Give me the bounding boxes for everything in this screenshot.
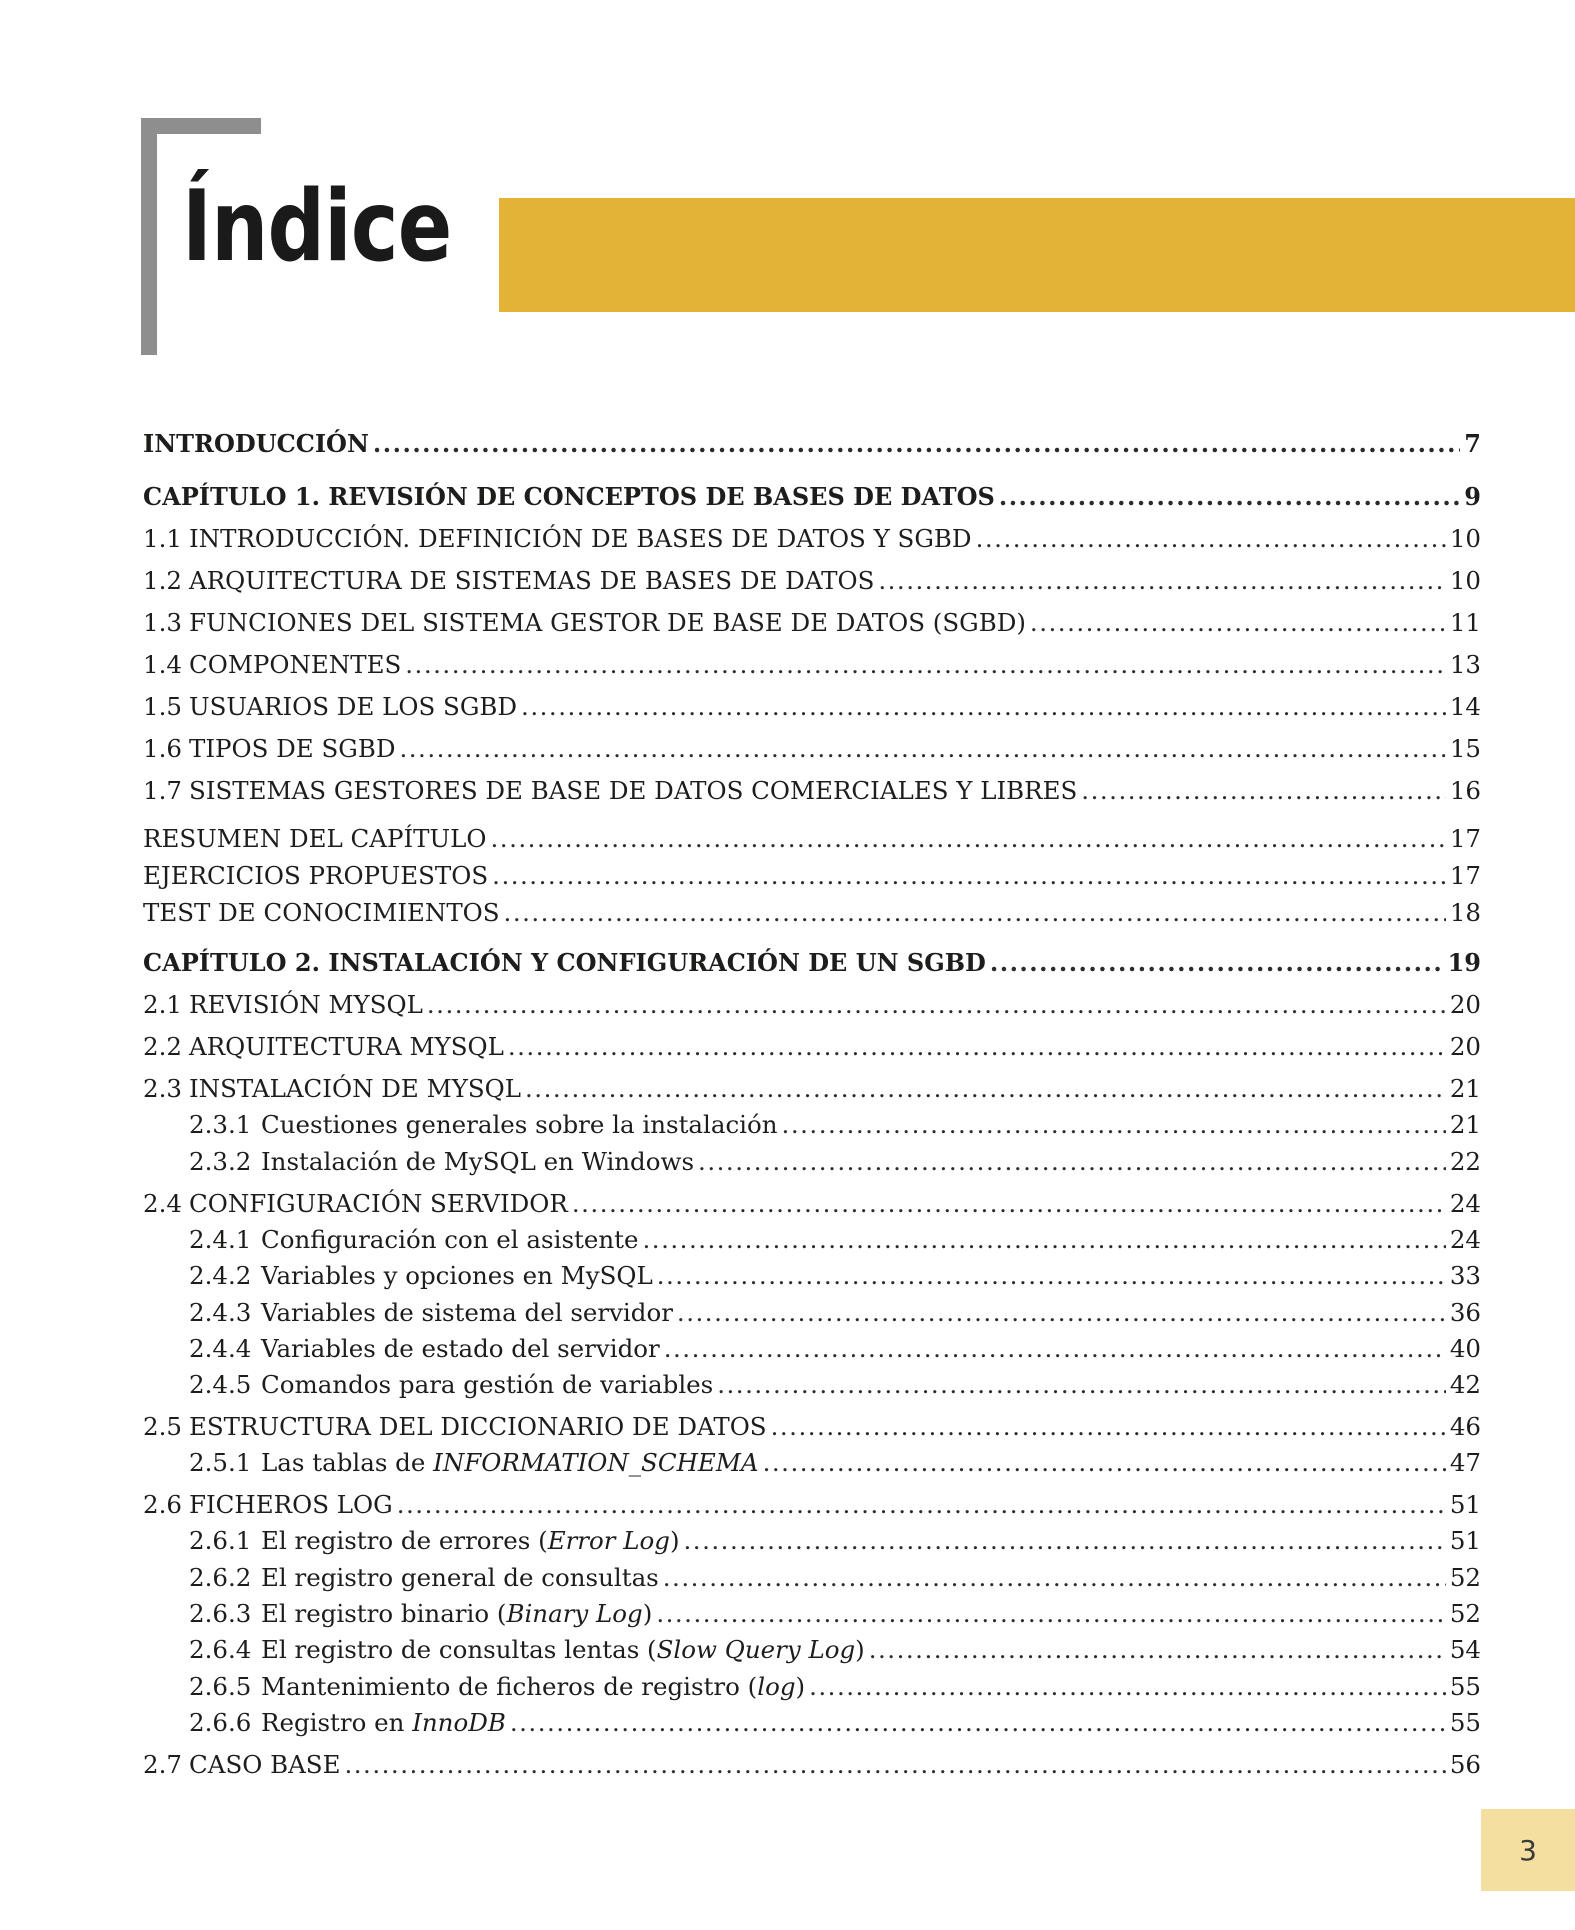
toc-dot-leader <box>976 522 1446 556</box>
toc-entry-number: 2.6.2 <box>189 1563 252 1592</box>
toc-entry[interactable] <box>143 1633 1481 1667</box>
toc-entry[interactable] <box>143 1748 1481 1782</box>
toc-entry-title-text: El registro de consultas lentas ( <box>261 1635 657 1664</box>
toc-entry[interactable] <box>143 606 1481 640</box>
toc-entry-title: SISTEMAS GESTORES DE BASE DE DATOS COMERCIALES Y LIBRES <box>189 776 1078 805</box>
toc-entry-number: 1.6 <box>143 734 182 763</box>
toc-entry-title: CAPÍTULO 1. REVISIÓN DE CONCEPTOS DE BASES DE DATOS <box>143 482 995 511</box>
toc-entry-number: 2.3.1 <box>189 1110 252 1139</box>
toc-entry[interactable] <box>143 1072 1481 1106</box>
toc-dot-leader <box>492 859 1446 893</box>
toc-entry-page: 46 <box>1449 1412 1481 1441</box>
toc-entry-page: 55 <box>1449 1672 1481 1701</box>
toc-entry-title: Configuración con el asistente <box>261 1225 639 1254</box>
toc-entry-number: 2.3.2 <box>189 1147 252 1176</box>
toc-entry-number: 2.4.3 <box>189 1298 252 1327</box>
toc-entry-number: 1.2 <box>143 566 182 595</box>
toc-entry[interactable] <box>143 648 1481 682</box>
page-number-box <box>1481 1809 1575 1891</box>
toc-entry-title: Cuestiones generales sobre la instalación <box>261 1110 778 1139</box>
toc-entry[interactable] <box>143 822 1481 856</box>
toc-entry-page: 24 <box>1449 1225 1481 1254</box>
toc-entry-page: 22 <box>1449 1147 1481 1176</box>
toc-dot-leader <box>491 822 1446 856</box>
toc-entry-page: 51 <box>1449 1526 1481 1555</box>
toc-entry-title: FUNCIONES DEL SISTEMA GESTOR DE BASE DE DATOS (SGBD) <box>189 608 1026 637</box>
toc-entry-number: 2.7 <box>143 1750 182 1779</box>
toc-dot-leader <box>405 648 1446 682</box>
toc-entry-title: INSTALACIÓN DE MYSQL <box>189 1074 522 1103</box>
toc-entry-title-italic: log <box>757 1672 796 1701</box>
toc-entry-title-text: Las tablas de <box>261 1448 434 1477</box>
toc-entry-page: 33 <box>1449 1261 1481 1290</box>
title-bracket-vertical <box>141 118 157 355</box>
toc-dot-leader <box>809 1670 1446 1704</box>
toc-entry-number: 1.1 <box>143 524 182 553</box>
toc-entry-title-text: Registro en <box>261 1708 413 1737</box>
toc-entry-title <box>261 1670 805 1704</box>
toc-entry[interactable] <box>143 1410 1481 1444</box>
toc-entry-title: INTRODUCCIÓN. DEFINICIÓN DE BASES DE DATOS Y SGBD <box>189 524 972 553</box>
page-title: Índice <box>182 170 452 284</box>
title-bracket-top <box>141 118 261 134</box>
toc-entry-title-suffix: ) <box>795 1672 806 1701</box>
toc-dot-leader <box>508 1030 1446 1064</box>
toc-dot-leader <box>664 1332 1446 1366</box>
toc-entry[interactable] <box>143 564 1481 598</box>
toc-entry-number: 2.6.6 <box>189 1708 252 1737</box>
toc-dot-leader <box>1030 606 1446 640</box>
toc-entry-page: 21 <box>1449 1074 1481 1103</box>
toc-entry-page: 9 <box>1464 482 1481 511</box>
toc-dot-leader <box>782 1108 1446 1142</box>
toc-entry-title: TEST DE CONOCIMIENTOS <box>143 898 500 927</box>
toc-dot-leader <box>663 1561 1446 1595</box>
title-accent-bar <box>499 198 1575 312</box>
toc-entry-title-italic: Error Log <box>547 1526 670 1555</box>
toc-entry-title <box>261 1524 680 1558</box>
toc-entry-page: 55 <box>1449 1708 1481 1737</box>
toc-entry-number: 2.5.1 <box>189 1448 252 1477</box>
toc-dot-leader <box>504 896 1446 930</box>
toc-dot-leader <box>684 1524 1446 1558</box>
toc-entry-title: Variables de sistema del servidor <box>261 1298 673 1327</box>
toc-entry[interactable] <box>143 1259 1481 1293</box>
toc-dot-leader <box>510 1706 1446 1740</box>
toc-entry[interactable] <box>143 946 1481 980</box>
page-number: 3 <box>1519 1833 1537 1867</box>
toc-entry-page: 10 <box>1449 524 1481 553</box>
toc-entry[interactable] <box>143 732 1481 766</box>
toc-entry-title: Instalación de MySQL en Windows <box>261 1147 695 1176</box>
toc-entry-page: 20 <box>1449 1032 1481 1061</box>
toc-dot-leader <box>1081 774 1446 808</box>
toc-entry-page: 7 <box>1464 429 1481 458</box>
toc-entry[interactable] <box>143 1332 1481 1366</box>
toc-entry-page: 10 <box>1449 566 1481 595</box>
toc-entry-title-suffix: ) <box>669 1526 680 1555</box>
toc-entry-number: 2.4.2 <box>189 1261 252 1290</box>
toc-dot-leader <box>878 564 1445 598</box>
toc-dot-leader <box>521 690 1446 724</box>
toc-entry-title: USUARIOS DE LOS SGBD <box>189 692 518 721</box>
toc-entry-page: 40 <box>1449 1334 1481 1363</box>
toc-entry-number: 2.6.5 <box>189 1672 252 1701</box>
toc-entry-page: 20 <box>1449 990 1481 1019</box>
toc-entry-title-text: El registro de errores ( <box>261 1526 548 1555</box>
toc-dot-leader <box>344 1748 1445 1782</box>
toc-entry[interactable] <box>143 1446 1481 1480</box>
toc-dot-leader <box>771 1410 1446 1444</box>
toc-entry-number: 2.4 <box>143 1189 182 1218</box>
toc-entry-page: 36 <box>1449 1298 1481 1327</box>
toc-entry[interactable] <box>143 1524 1481 1558</box>
toc-dot-leader <box>525 1072 1446 1106</box>
toc-entry-page: 17 <box>1449 824 1481 853</box>
toc-entry-page: 51 <box>1449 1490 1481 1519</box>
toc-dot-leader <box>373 427 1460 461</box>
toc-entry-page: 47 <box>1449 1448 1481 1477</box>
toc-entry-page: 13 <box>1449 650 1481 679</box>
toc-entry-title: Variables y opciones en MySQL <box>261 1261 653 1290</box>
toc-entry-title: COMPONENTES <box>189 650 402 679</box>
toc-entry[interactable] <box>143 1223 1481 1257</box>
toc-entry-title <box>261 1633 865 1667</box>
toc-dot-leader <box>656 1597 1446 1631</box>
toc-entry-page: 15 <box>1449 734 1481 763</box>
toc-entry[interactable] <box>143 427 1481 461</box>
toc-entry-page: 11 <box>1449 608 1481 637</box>
toc-dot-leader <box>999 480 1460 514</box>
toc-entry-title-text: Mantenimiento de ficheros de registro ( <box>261 1672 758 1701</box>
toc-entry-title: REVISIÓN MYSQL <box>189 990 423 1019</box>
toc-entry-page: 17 <box>1449 861 1481 890</box>
toc-dot-leader <box>677 1296 1446 1330</box>
toc-entry-page: 42 <box>1449 1370 1481 1399</box>
toc-entry-number: 2.6.3 <box>189 1599 252 1628</box>
toc-entry-title: CASO BASE <box>189 1750 341 1779</box>
toc-entry[interactable] <box>143 1488 1481 1522</box>
toc-entry-page: 19 <box>1447 948 1481 977</box>
toc-entry-number: 2.5 <box>143 1412 182 1441</box>
toc-entry[interactable] <box>143 988 1481 1022</box>
toc-entry-title <box>261 1446 759 1480</box>
toc-entry-number: 2.4.4 <box>189 1334 252 1363</box>
toc-entry[interactable] <box>143 774 1481 808</box>
toc-entry-title-italic: InnoDB <box>412 1708 506 1737</box>
toc-dot-leader <box>698 1145 1446 1179</box>
toc-entry-number: 2.1 <box>143 990 182 1019</box>
toc-entry-page: 16 <box>1449 776 1481 805</box>
toc-entry-page: 21 <box>1449 1110 1481 1139</box>
toc-entry-title: TIPOS DE SGBD <box>189 734 396 763</box>
toc-entry-title-italic: Slow Query Log <box>656 1635 856 1664</box>
toc-entry[interactable] <box>143 522 1481 556</box>
toc-dot-leader <box>990 946 1444 980</box>
toc-entry-number: 2.6.4 <box>189 1635 252 1664</box>
toc-dot-leader <box>643 1223 1446 1257</box>
toc-entry-number: 1.4 <box>143 650 182 679</box>
toc-entry[interactable] <box>143 1108 1481 1142</box>
toc-entry-title: ESTRUCTURA DEL DICCIONARIO DE DATOS <box>189 1412 767 1441</box>
toc-entry-number: 2.2 <box>143 1032 182 1061</box>
toc-entry-title-italic: Binary Log <box>506 1599 643 1628</box>
toc-entry[interactable] <box>143 1368 1481 1402</box>
toc-entry-title: FICHEROS LOG <box>189 1490 393 1519</box>
toc-entry[interactable] <box>143 1561 1481 1595</box>
toc-entry-page: 52 <box>1449 1599 1481 1628</box>
toc-dot-leader <box>869 1633 1446 1667</box>
toc-entry-page: 14 <box>1449 692 1481 721</box>
toc-dot-leader <box>427 988 1446 1022</box>
toc-entry-number: 2.4.1 <box>189 1225 252 1254</box>
toc-entry[interactable] <box>143 1296 1481 1330</box>
toc-dot-leader <box>399 732 1445 766</box>
toc-entry[interactable] <box>143 1670 1481 1704</box>
toc-entry-title: CAPÍTULO 2. INSTALACIÓN Y CONFIGURACIÓN DE UN SGBD <box>143 948 986 977</box>
toc-entry-title-italic: INFORMATION_SCHEMA <box>433 1448 759 1477</box>
toc-entry-number: 1.5 <box>143 692 182 721</box>
toc-entry-title <box>261 1706 506 1740</box>
toc-entry-title: Comandos para gestión de variables <box>261 1370 714 1399</box>
toc-dot-leader <box>657 1259 1446 1293</box>
toc-entry-title-suffix: ) <box>855 1635 865 1664</box>
toc-entry[interactable] <box>143 1597 1481 1631</box>
toc-entry-page: 56 <box>1449 1750 1481 1779</box>
toc-entry[interactable] <box>143 1030 1481 1064</box>
toc-entry-number: 1.3 <box>143 608 182 637</box>
toc-entry[interactable] <box>143 1706 1481 1740</box>
toc-entry-number: 2.6 <box>143 1490 182 1519</box>
toc-entry-page: 52 <box>1449 1563 1481 1592</box>
toc-dot-leader <box>763 1446 1446 1480</box>
toc-entry-title: INTRODUCCIÓN <box>143 429 369 458</box>
toc-entry-title-text: El registro binario ( <box>261 1599 507 1628</box>
toc-entry-number: 2.4.5 <box>189 1370 252 1399</box>
toc-dot-leader <box>717 1368 1446 1402</box>
toc-entry[interactable] <box>143 480 1481 514</box>
toc-entry-title: ARQUITECTURA DE SISTEMAS DE BASES DE DATOS <box>189 566 875 595</box>
toc-entry-title: El registro general de consultas <box>261 1563 659 1592</box>
toc-entry[interactable] <box>143 896 1481 930</box>
toc-entry[interactable] <box>143 1187 1481 1221</box>
toc-entry-title: CONFIGURACIÓN SERVIDOR <box>189 1189 568 1218</box>
toc-entry-number: 2.6.1 <box>189 1526 252 1555</box>
toc-entry-title: Variables de estado del servidor <box>261 1334 660 1363</box>
toc-entry[interactable] <box>143 1145 1481 1179</box>
toc-entry-number: 1.7 <box>143 776 182 805</box>
toc-dot-leader <box>572 1187 1446 1221</box>
toc-dot-leader <box>397 1488 1446 1522</box>
toc-entry-title: ARQUITECTURA MYSQL <box>189 1032 504 1061</box>
toc-entry-number: 2.3 <box>143 1074 182 1103</box>
toc-entry-page: 54 <box>1449 1635 1481 1664</box>
toc-entry-title-suffix: ) <box>642 1599 653 1628</box>
toc-entry-title: RESUMEN DEL CAPÍTULO <box>143 824 487 853</box>
toc-entry[interactable] <box>143 690 1481 724</box>
toc-entry-page: 18 <box>1449 898 1481 927</box>
toc-entry-title: EJERCICIOS PROPUESTOS <box>143 861 489 890</box>
toc-entry-title <box>261 1597 652 1631</box>
toc-entry-page: 24 <box>1449 1189 1481 1218</box>
toc-entry[interactable] <box>143 859 1481 893</box>
